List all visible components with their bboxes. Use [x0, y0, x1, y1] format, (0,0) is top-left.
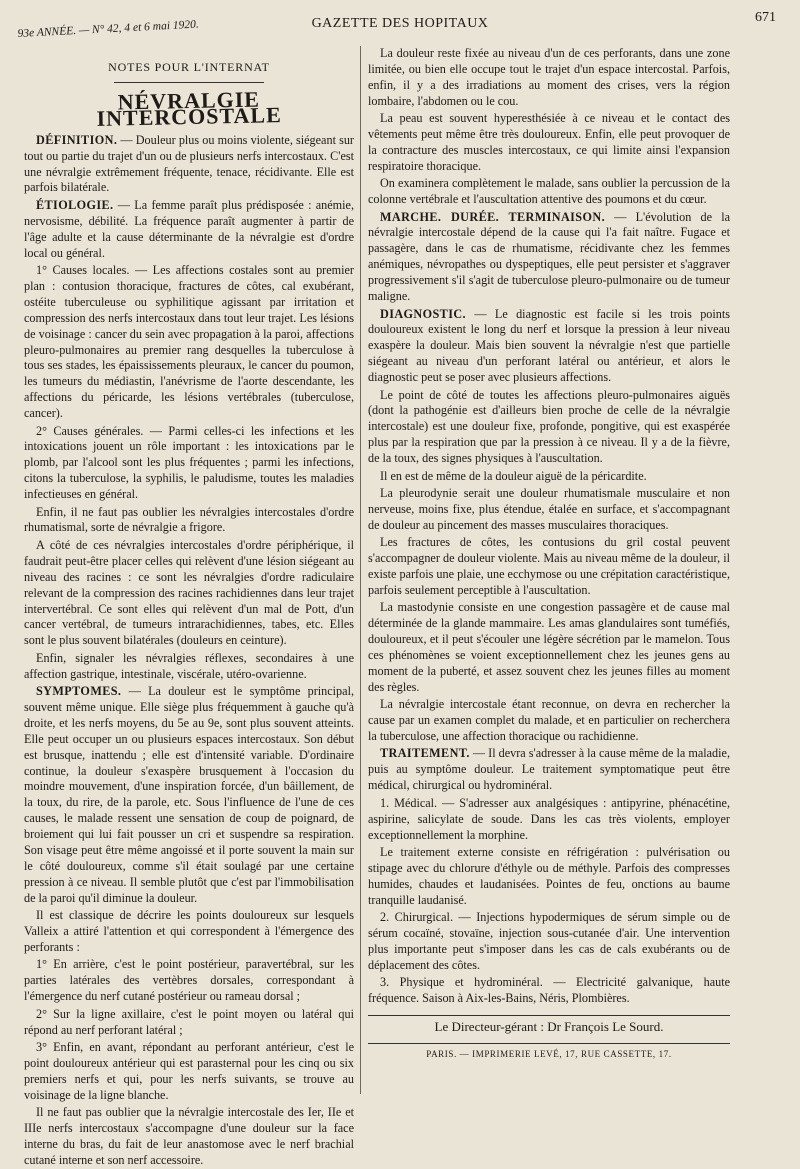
paragraph [24, 1105, 354, 1169]
paragraph-text: La pleurodynie serait une douleur rhumatismale musculaire et non nerveuse, moins fixe, plus étendue, étalée en surface, et s'accompagnant de douleur au pincement des masses musculaires thoraciques. [368, 485, 730, 532]
paragraph [368, 910, 730, 974]
paragraph [368, 307, 730, 387]
paragraph [24, 1007, 354, 1039]
paragraph-text: — L'évolution de la névralgie intercostale dépend de la cause qui l'a fait naître. Fugace et passagère, dans le cas de rhumatisme, récidivante chez les femmes anémiques, névropathes ou dyspeptiques, elle peut persister et s'aggraver progressivement s'il s'agit de tuberculose pleuro-pulmonaire ou de tumeur maligne. [368, 209, 730, 304]
article-title: NÉVRALGIE INTERCOSTALE [96, 86, 282, 131]
paragraph-text: 3° Enfin, en avant, répondant au perforant antérieur, c'est le point douloureux antérieur qui est parasternal pour les cinq ou six premiers nerfs et qui, pour les nerfs suivants, se trouve au voisinage de la ligne blanche. [24, 1039, 354, 1102]
paragraph [368, 975, 730, 1007]
paragraph-text: — Le diagnostic est facile si les trois points douloureux existent le long du nerf et lorsque la pression à leur niveau exaspère la douleur. Mais bien souvent la névralgie n'est que partielle siégeant au niveau d'un perforant latéral ou antérieur, et alors le diagnostic peut se poser avec plusieurs affections. [368, 306, 730, 385]
paragraph-text: Il ne faut pas oublier que la névralgie intercostale des Ier, IIe et IIIe nerfs intercostaux s'accompagne d'une douleur sur la face interne du bras, du fait de leur anastomose avec le nerf brachial cutané interne et son nerf accessoire. [24, 1105, 354, 1167]
paragraph [24, 505, 354, 537]
paragraph-text: Enfin, signaler les névralgies réflexes, secondaires à une affection gastrique, intestinale, viscérale, utéro-ovarienne. [24, 650, 354, 681]
paragraph [24, 684, 354, 907]
paragraph [368, 388, 730, 468]
paragraph [368, 796, 730, 844]
paragraph-text: La douleur reste fixée au niveau d'un de ces perforants, dans une zone limitée, ou bien elle occupe tout le trajet d'un espace intercostal. Parfois, enfin, il y a des irradiations au moment des crises, vers la région lombaire, l'abdomen ou le cou. [368, 46, 730, 108]
paragraph [24, 198, 354, 262]
paragraph [24, 263, 354, 422]
paragraph [368, 111, 730, 175]
paragraph [368, 697, 730, 745]
footer-rule [368, 1015, 730, 1016]
section-kicker: NOTES POUR L'INTERNAT [108, 60, 270, 74]
section-heading: DIAGNOSTIC. [380, 306, 467, 321]
paragraph-text: La névralgie intercostale étant reconnue, on devra en rechercher la cause par un examen complet du malade, et en particulier on recherchera la tuberculose, une affection thoracique ou rachidienne. [368, 697, 730, 744]
running-head [18, 8, 782, 42]
paragraph [24, 538, 354, 649]
issue-info: 93e ANNÉE. — N° 42, 4 et 6 mai 1920. [17, 18, 200, 41]
paragraph [368, 210, 730, 305]
journal-title: GAZETTE DES HOPITAUX [311, 16, 489, 31]
paragraph [368, 746, 730, 794]
paragraph [368, 469, 730, 485]
paragraph [368, 486, 730, 534]
paragraph [368, 535, 730, 599]
paragraph-text: — La douleur est le symptôme principal, souvent même unique. Elle siège plus fréquemment à gauche qu'à droite, et les nerfs moyens, du 5e au 9e, sont plus souvent atteints. Elle peut occuper un ou plusieurs espaces intercostaux. Son début est brusque, inattendu ; elle est d'intensité variable. D'ordinaire continue, la douleur s'exaspère brusquement à l'occasion du moindre mouvement, d'une inspiration forcée, d'un bâillement, de la toux, du rire, de la parole, etc. Sous l'influence de l'une de ces causes, le malade ressent une sensation de coup de poignard, de broiement qui lui fait pousser un cri et suspendre sa respiration. Son visage peut être même angoissé et il porte souvent la main sur le côté douloureux, comme s'il était soulagé par une certaine pression à ce niveau. Il semble plutôt que c'est par l'immobilisation de la paroi qu'il diminue la douleur. [24, 684, 354, 905]
paragraph-text: — La femme paraît plus prédisposée : anémie, nervosisme, débilité. La fréquence paraît augmenter à partir de l'âge adulte et la cause déterminante de la névralgie est d'ordre local ou général. [24, 197, 354, 260]
paragraph [368, 845, 730, 909]
section-heading: MARCHE. DURÉE. TERMINAISON. [380, 209, 606, 224]
paragraph-text: Il en est de même de la douleur aiguë de la péricardite. [380, 468, 647, 483]
paragraph-text: Il est classique de décrire les points douloureux sur lesquels Valleix a attiré l'attention et qui correspondent à l'émergence des perforants : [24, 908, 354, 955]
paragraph [24, 133, 354, 197]
section-heading: DÉFINITION. [36, 132, 118, 147]
paragraph-text: La mastodynie consiste en une congestion passagère et de cause mal déterminée de la glande mammaire. Les amas glandulaires sont tuméfiés, douloureux, et il peut s'écouler une légère sécrétion par le mamelon. Tous ces phénomènes se voient exceptionnellement chez les jeunes gens au moment de la puberté, et assez souvent chez les jeunes filles au moment des règles. [368, 600, 730, 694]
paragraph-text: 1. Médical. — S'adresser aux analgésiques : antipyrine, phénacétine, aspirine, salicylate de soude. Dans les cas très violents, employer exceptionnellement la morphine. [368, 795, 730, 842]
paragraph-text: La peau est souvent hyperesthésiée à ce niveau et le contact des vêtements peut même être très douloureux. Enfin, elle peut provoquer de la contracture des muscles intercostaux, ce qui limite ainsi l'expansion respiratoire thoracique. [368, 111, 730, 173]
page-number: 671 [755, 10, 776, 25]
paragraph-text: On examinera complètement le malade, sans oublier la percussion de la colonne vertébrale et l'auscultation attentive des poumons et du cœur. [368, 176, 730, 207]
left-paragraphs [24, 133, 354, 1169]
paragraph-text: Enfin, il ne faut pas oublier les névralgies intercostales d'ordre rhumatismal, sorte de névralgie a frigore. [24, 504, 354, 535]
kicker-underline [114, 82, 264, 83]
paragraph-text: 2° Sur la ligne axillaire, c'est le point moyen ou latéral qui répond au nerf perforant latéral ; [24, 1006, 354, 1037]
paragraph-text: — Il devra s'adresser à la cause même de la maladie, puis au symptôme douleur. Le traitement symptomatique peut être médical, chirurgical ou hydrominéral. [368, 746, 730, 793]
right-column [368, 46, 730, 1126]
paragraph [24, 651, 354, 683]
paragraph [24, 424, 354, 504]
left-column [24, 46, 354, 1167]
paragraph [368, 600, 730, 695]
director-signature: Le Directeur-gérant : Dr François Le Sourd. [434, 1018, 664, 1034]
paragraph [24, 908, 354, 956]
printer-line: PARIS. — IMPRIMERIE LEVÉ, 17, RUE CASSETTE, 17. [426, 1048, 672, 1059]
paragraph-text: Les fractures de côtes, les contusions du gril costal peuvent s'accompagner de douleur violente. Mais au niveau même de la douleur, il existe parfois une plaie, une ecchymose ou une crépitation caractéristique, parfois seulement perceptible à l'auscultation. [368, 535, 730, 597]
paragraph [24, 957, 354, 1005]
paragraph-text: Le traitement externe consiste en réfrigération : pulvérisation ou stipage avec du chlorure d'éthyle ou de méthyle. Parfois des compresses humides, chaudes et laudanisées. Pointes de feu, onctions au baume tranquille laudanisé. [368, 844, 730, 907]
section-heading: SYMPTOMES. [36, 684, 122, 699]
paragraph-text: 2. Chirurgical. — Injections hypodermiques de sérum simple ou de sérum cocaïné, stovaïne, injection sous-cutanée d'air. Une intervention plus importante peut s'imposer dans les cas de cals exubérants ou de déplacement des côtes. [368, 910, 730, 972]
paragraph-text: 1° En arrière, c'est le point postérieur, paravertébral, sur les parties latérales des vertèbres dorsales, correspondant à l'émergence du nerf cutané postérieur ou rameau dorsal ; [24, 957, 354, 1004]
column-divider [360, 46, 361, 1094]
section-heading: TRAITEMENT. [380, 746, 470, 761]
paragraph-text: 2° Causes générales. — Parmi celles-ci les infections et les intoxications jouent un rôle important : les intoxications par le plomb, par l'alcool sont les plus fréquentes ; parmi les infections, citons la tuberculose, la syphilis, le paludisme, toutes les maladies infectieuses en général. [24, 423, 354, 502]
paragraph-text: 1° Causes locales. — Les affections costales sont au premier plan : contusion thoracique, fractures de côtes, cal exubérant, ostéite tuberculeuse ou syphilitique agissant par irritation et compression des nerfs intercostaux dans tout leur trajet. Les lésions de voisinage : cancer du sein avec propagation à la paroi, affections pleuro-pulmonaires au premier rang desquelles la tuberculose à tous ses stades, les épaississements pleuraux, le cancer du poumon, les tumeurs du médiastin, l'anévrisme de l'aorte descendante, les affections du péricarde, les lésions vertébrales (tuberculose, cancer). [24, 262, 354, 421]
paragraph [24, 1040, 354, 1104]
section-heading: ÉTIOLOGIE. [36, 197, 114, 212]
right-paragraphs [368, 46, 730, 1007]
paragraph-text: A côté de ces névralgies intercostales d'ordre périphérique, il faudrait peut-être placer celles qui relèvent d'une lésion siégeant au niveau des racines : ce sont les névralgies d'ordre radiculaire relevant de la compression des racines rachidiennes dans leur trajet intervertébral. Ce sont elles qui relèvent d'un mal de Pott, d'un cancer vertébral, de tumeurs intrarachidiennes, tabes, etc. Elles sont le plus souvent bilatérales (douleurs en ceinture). [24, 537, 354, 648]
footer-rule-lower [368, 1043, 730, 1044]
paragraph-text: — Douleur plus ou moins violente, siégeant sur tout ou partie du trajet d'un ou de plusieurs nerfs intercostaux. C'est une névralgie extrêmement fréquente, tenace, récidivante. Elle est parfois bilatérale. [24, 132, 354, 195]
paragraph [368, 46, 730, 110]
paragraph-text: Le point de côté de toutes les affections pleuro-pulmonaires aiguës (dont la pathogénie est d'ailleurs bien proche de celle de la névralgie intercostale) est une douleur fixe, profonde, pongitive, qui est exaspérée plus par la respiration que par la pression à ce niveau. Il y a de la fièvre, de la toux, des signes physiques à l'auscultation. [368, 387, 730, 466]
paragraph [368, 176, 730, 208]
paragraph-text: 3. Physique et hydrominéral. — Electricité galvanique, haute fréquence. Saison à Aix-les-Bains, Néris, Plombières. [368, 975, 730, 1006]
